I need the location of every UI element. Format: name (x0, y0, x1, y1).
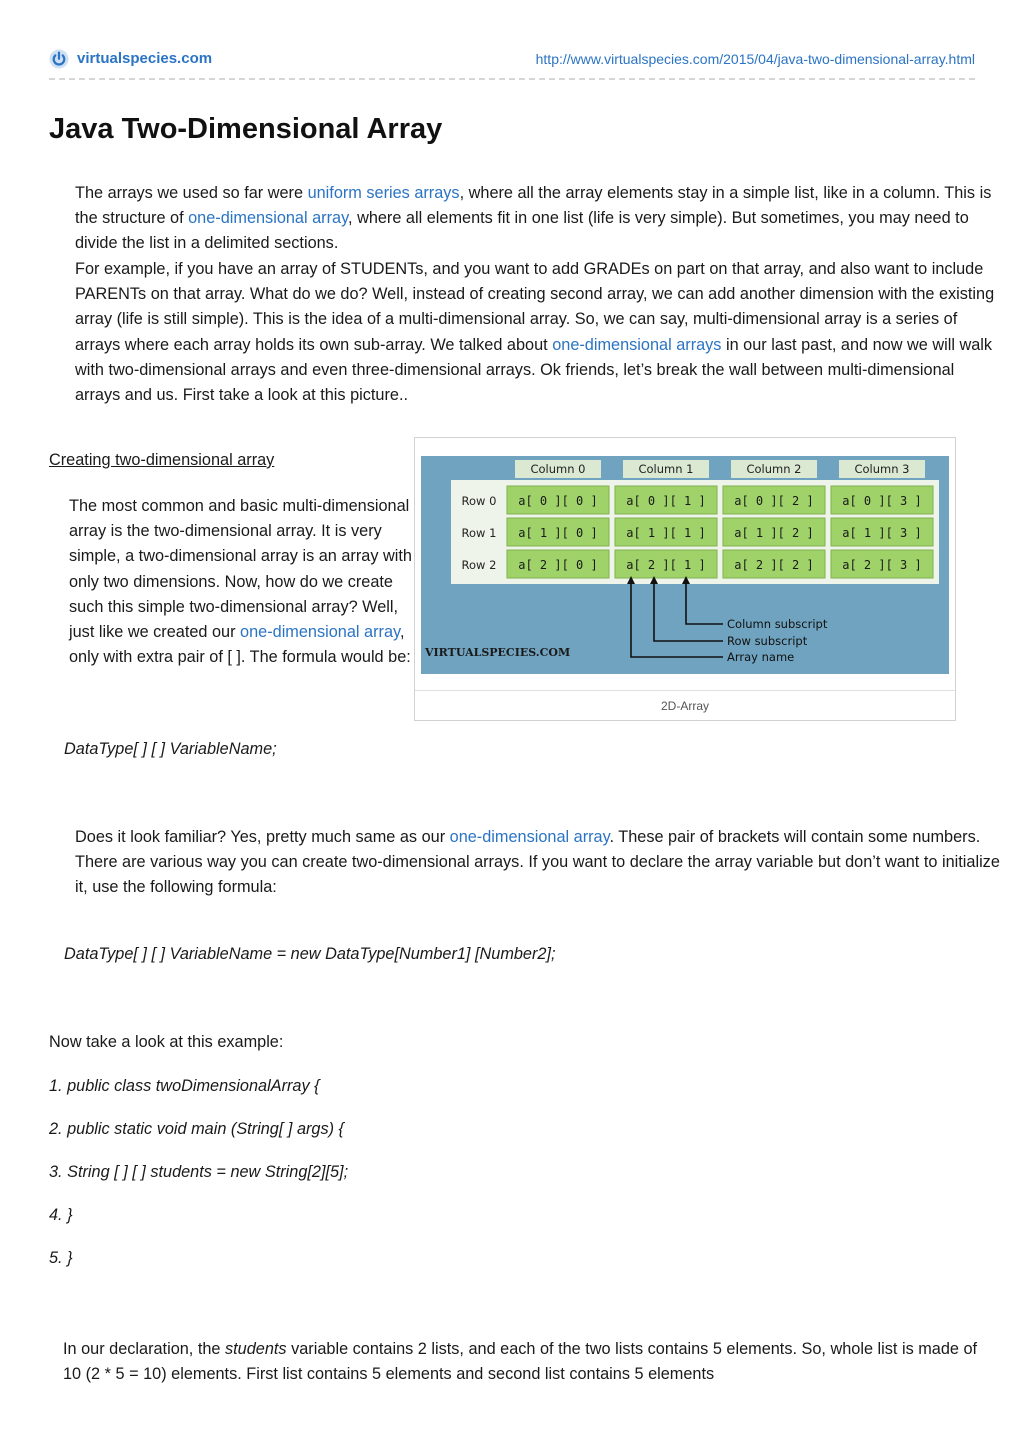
figure-caption: 2D-Array (415, 690, 955, 713)
text: , where all elements fit in one list (life is very simple). But sometimes, you may need to divide the list in a delimited sections. (75, 209, 969, 253)
example-intro: Now take a look at this example: (49, 1033, 284, 1051)
page-title: Java Two-Dimensional Array (49, 113, 443, 145)
text: The arrays we used so far were (75, 184, 308, 202)
array-cell-label: a[ 2 ][ 1 ] (626, 558, 706, 572)
array-cell-label: a[ 0 ][ 0 ] (518, 494, 598, 508)
array-cell-label: a[ 2 ][ 0 ] (518, 558, 598, 572)
code-declaration: DataType[ ] [ ] VariableName; (64, 740, 277, 758)
emphasis-students: students (225, 1340, 287, 1358)
text: , only with extra pair of [ ]. The formula would be: (69, 623, 411, 667)
column-header: Column 3 (854, 462, 910, 476)
text: . These pair of brackets will contain some numbers. There are various way you can create two-dimensional arrays. If you want to declare the array variable but don’t want to initialize it, use the following formula: (75, 828, 1000, 897)
intro-paragraph (49, 181, 1001, 257)
row-subscript-label: Row subscript (727, 634, 808, 648)
array-diagram (421, 456, 949, 674)
row-header: Row 1 (461, 526, 497, 540)
array-cell-label: a[ 1 ][ 2 ] (734, 526, 814, 540)
array-cell-label: a[ 2 ][ 2 ] (734, 558, 814, 572)
creating-paragraph (49, 494, 421, 670)
text: in our last past, and now we will walk with two-dimensional arrays and even three-dimensional arrays. Ok friends, let’s break the wall between multi-dimensional arrays and us. First take a look at this picture.. (75, 335, 993, 405)
text: variable contains 2 lists, and each of the two lists contains 5 elements. So, whole list is made of 10 (2 * 5 = 10) elements. First list contains 5 elements and second list contains 5 elements (63, 1340, 978, 1384)
one-dimensional-array-link[interactable]: one-dimensional array (240, 623, 400, 642)
array-cell-label: a[ 1 ][ 3 ] (842, 526, 922, 540)
watermark-text: VIRTUALSPECIES.COM (425, 646, 571, 659)
header-divider (49, 78, 975, 80)
uniform-series-arrays-link[interactable]: uniform series arrays (307, 184, 460, 202)
code-line: 2. public static void main (String[ ] args) { (49, 1120, 344, 1138)
code-line: 5. } (49, 1249, 73, 1267)
text: For example, if you have an array of STUDENTs, and you want to add GRADEs on part on that array, and also want to include PARENTs on that array. What do we do? Well, instead of creating second array, we can add another dimension with the existing array (life is still simple). This is the idea of a multi-dimensional array. So, we can say, multi-dimensional array is a series of arrays where each array holds its own sub-array. We talked about (75, 260, 995, 354)
column-header: Column 2 (746, 462, 802, 476)
row-header: Row 0 (461, 494, 497, 508)
declaration-paragraph (49, 1337, 989, 1387)
text: Does it look familiar? Yes, pretty much same as our (75, 828, 450, 846)
array-cell-label: a[ 0 ][ 3 ] (842, 494, 922, 508)
array-name-label: Array name (727, 650, 795, 664)
code-line: 4. } (49, 1206, 73, 1224)
code-line: 3. String [ ] [ ] students = new String[2][5]; (49, 1163, 349, 1181)
section-heading: Creating two-dimensional array (49, 451, 275, 469)
column-header: Column 0 (530, 462, 586, 476)
column-subscript-label: Column subscript (727, 617, 828, 631)
array-figure (414, 437, 956, 721)
text: The most common and basic multi-dimensional array is the two-dimensional array. It is very simple, a two-dimensional array is an array with only two dimensions. Now, how do we create such this simple two-dimensional array? Well, just like we created our (69, 497, 412, 642)
text: In our declaration, the (63, 1340, 226, 1358)
array-cell-label: a[ 1 ][ 0 ] (518, 526, 598, 540)
one-dimensional-array-link[interactable]: one-dimensional array (188, 209, 349, 228)
example-paragraph (49, 257, 1001, 408)
page-url-link[interactable]: http://www.virtualspecies.com/2015/04/java-two-dimensional-array.html (535, 51, 975, 67)
power-icon (49, 49, 69, 69)
site-name-link[interactable]: virtualspecies.com (77, 50, 213, 67)
row-header: Row 2 (461, 558, 497, 572)
one-dimensional-array-link[interactable]: one-dimensional array (449, 828, 610, 846)
array-cell-label: a[ 0 ][ 2 ] (734, 494, 814, 508)
column-header: Column 1 (638, 462, 694, 476)
one-dimensional-arrays-link[interactable]: one-dimensional arrays (552, 335, 722, 354)
array-cell-label: a[ 0 ][ 1 ] (626, 494, 706, 508)
page-header (49, 48, 975, 72)
familiar-paragraph (49, 825, 1001, 901)
array-cell-label: a[ 1 ][ 1 ] (626, 526, 706, 540)
array-cell-label: a[ 2 ][ 3 ] (842, 558, 922, 572)
text: , where all the array elements stay in a simple list, like in a column. This is the structure of (75, 184, 992, 228)
code-line: 1. public class twoDimensionalArray { (49, 1077, 320, 1095)
code-initialization: DataType[ ] [ ] VariableName = new DataType[Number1] [Number2]; (64, 945, 556, 963)
